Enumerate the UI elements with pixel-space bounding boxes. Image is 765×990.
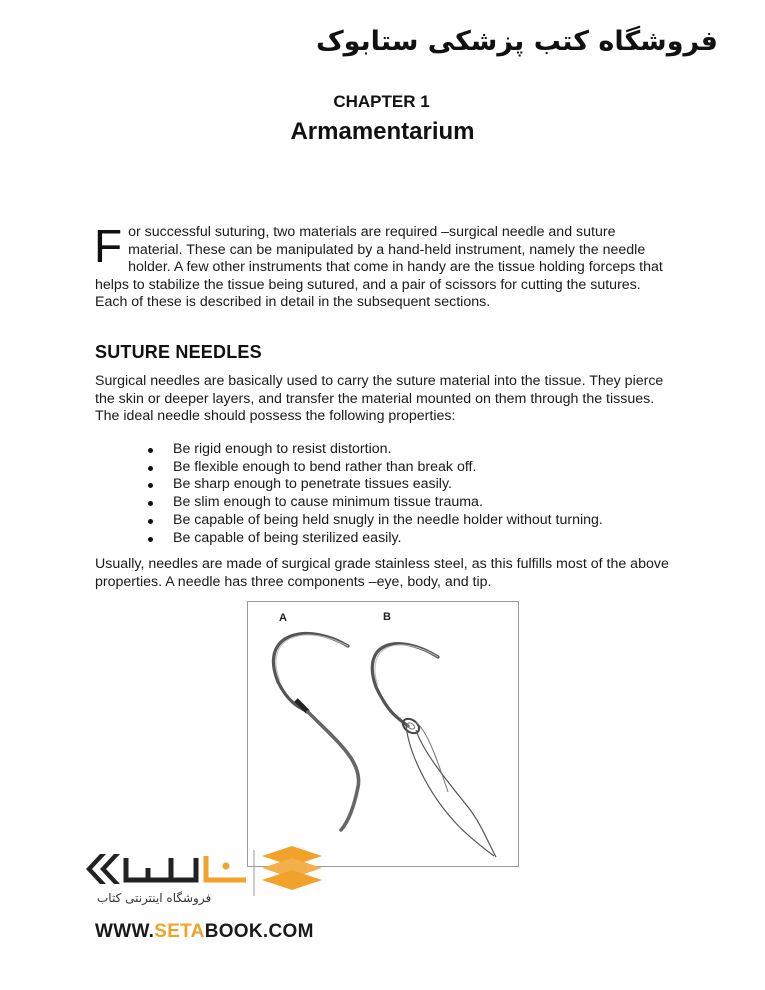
logo-graphic xyxy=(86,846,336,896)
bullet-icon xyxy=(148,448,153,453)
needle-illustration xyxy=(248,602,518,866)
list-item: Be capable of being held snugly in the needle holder without turning. xyxy=(148,512,603,530)
bullet-icon xyxy=(148,483,153,488)
chapter-title: Armamentarium xyxy=(290,118,475,145)
website-url: WWW.SETABOOK.COM xyxy=(95,921,314,942)
needle-figure xyxy=(247,601,519,867)
intro-paragraph xyxy=(94,220,670,312)
section-heading: SUTURE NEEDLES xyxy=(95,342,262,362)
store-name-header: فروشگاه کتب پزشکی ستابوک xyxy=(315,26,718,57)
bullet-icon xyxy=(148,537,153,542)
intro-text: or successful suturing, two materials are required –surgical needle and suture material. These can be manipulated by a hand-held instrument, namely the needle holder. A few other instruments that come in handy are the tissue holding forceps that helps to stabilize the tissue being sutured, and a pair of scissors for cutting the sutures. Each of these is described in detail in the subsequent sections. xyxy=(95,224,663,311)
list-item: Be capable of being sterilized easily. xyxy=(148,530,603,548)
bullet-icon xyxy=(148,519,153,524)
properties-list xyxy=(148,441,603,547)
list-item: Be slim enough to cause minimum tissue trauma. xyxy=(148,494,603,512)
needles-paragraph: Surgical needles are basically used to carry the suture material into the tissue. They pierce the skin or deeper layers, and transfer the material mounted on them through the tissues. The ideal needle should possess the following properties: xyxy=(95,373,664,425)
bullet-icon xyxy=(148,501,153,506)
setabook-logo xyxy=(86,846,336,916)
chapter-label: CHAPTER 1 xyxy=(333,92,430,111)
figure-label-b: B xyxy=(383,611,391,623)
components-paragraph: Usually, needles are made of surgical grade stainless steel, as this fulfills most of the above properties. A needle has three components –eye, body, and tip. xyxy=(95,556,669,590)
bullet-icon xyxy=(148,466,153,471)
list-item: Be sharp enough to penetrate tissues easily. xyxy=(148,476,603,494)
logo-subtitle: فروشگاه اینترنتی کتاب xyxy=(97,891,212,905)
drop-cap: F xyxy=(94,220,123,272)
list-item: Be flexible enough to bend rather than break off. xyxy=(148,459,603,477)
figure-label-a: A xyxy=(279,612,287,624)
website-accent: SETA xyxy=(154,921,205,942)
list-item: Be rigid enough to resist distortion. xyxy=(148,441,603,459)
